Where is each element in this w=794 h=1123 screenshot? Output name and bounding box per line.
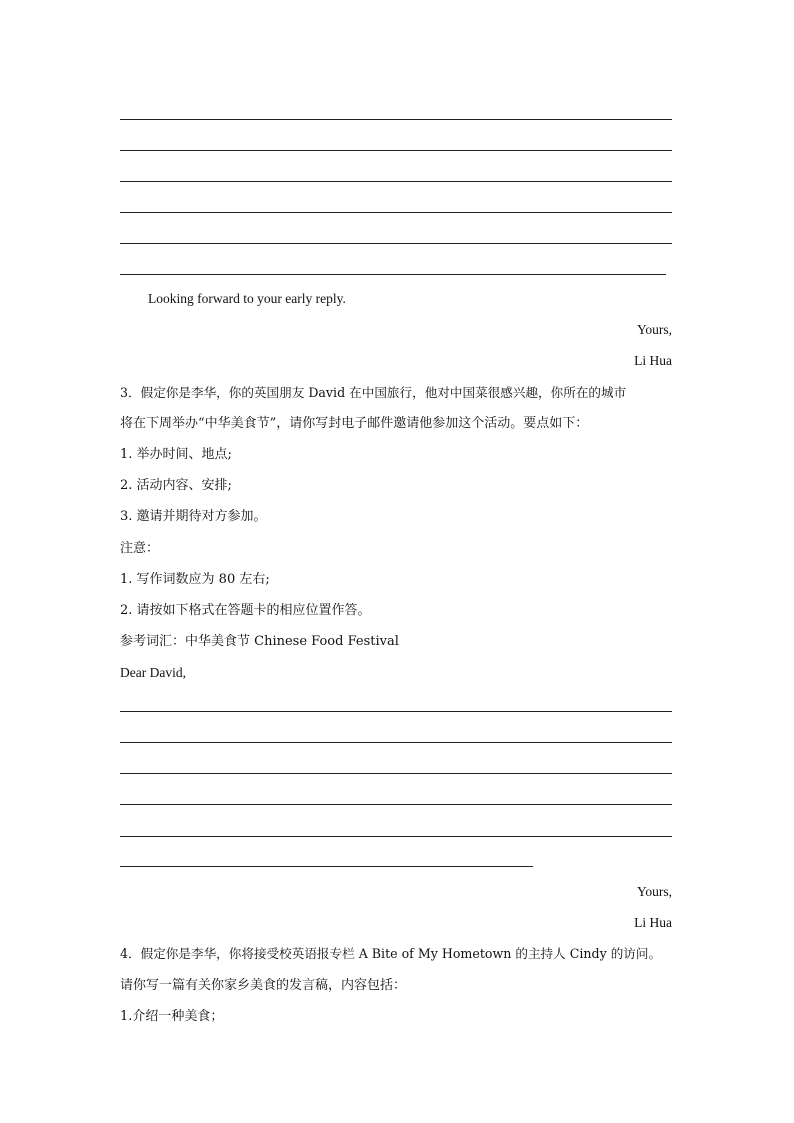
answer-line [120, 866, 533, 867]
question3-notice: 1. 写作词数应为 80 左右; [120, 572, 270, 587]
question4-point: 1.介绍一种美食； [120, 1009, 224, 1024]
answer-line [120, 119, 672, 120]
answer-line [120, 181, 672, 182]
question3-greeting: Dear David, [120, 665, 186, 680]
answer-line [120, 150, 672, 151]
question4-prompt-line2: 请你写一篇有关你家乡美食的发言稿，内容包括： [120, 978, 407, 993]
question4-prompt-line1: 4．假定你是李华，你将接受校英语报专栏 A Bite of My Hometown 的主持人 Cindy 的访问。 [120, 946, 662, 961]
question3-point: 2. 活动内容、安排; [120, 478, 232, 493]
answer-line [120, 836, 672, 837]
answer-line [120, 212, 672, 213]
answer-line [120, 804, 672, 805]
answer-line [120, 243, 672, 244]
question3-signature: Li Hua [634, 915, 672, 930]
answer-line [120, 274, 666, 275]
question3-point: 1. 举办时间、地点; [120, 447, 232, 462]
question3-sign-off: Yours, [636, 884, 672, 899]
letter-signature: Li Hua [634, 353, 672, 368]
answer-line [120, 711, 672, 712]
question3-notice-label: 注意： [120, 541, 160, 556]
answer-line [120, 742, 672, 743]
question3-notice: 2. 请按如下格式在答题卡的相应位置作答。 [120, 603, 371, 618]
question3-point: 3. 邀请并期待对方参加。 [120, 509, 267, 524]
letter-sign-off: Yours, [636, 322, 672, 337]
question3-vocab: 参考词汇：中华美食节 Chinese Food Festival [120, 634, 399, 649]
question3-prompt-line1: 3．假定你是李华，你的英国朋友 David 在中国旅行，他对中国菜很感兴趣，你所在的城市 [120, 385, 627, 400]
question3-prompt-line2: 将在下周举办“中华美食节”，请你写封电子邮件邀请他参加这个活动。要点如下： [120, 416, 589, 431]
answer-line [120, 773, 672, 774]
letter-closing-line: Looking forward to your early reply. [148, 291, 346, 306]
